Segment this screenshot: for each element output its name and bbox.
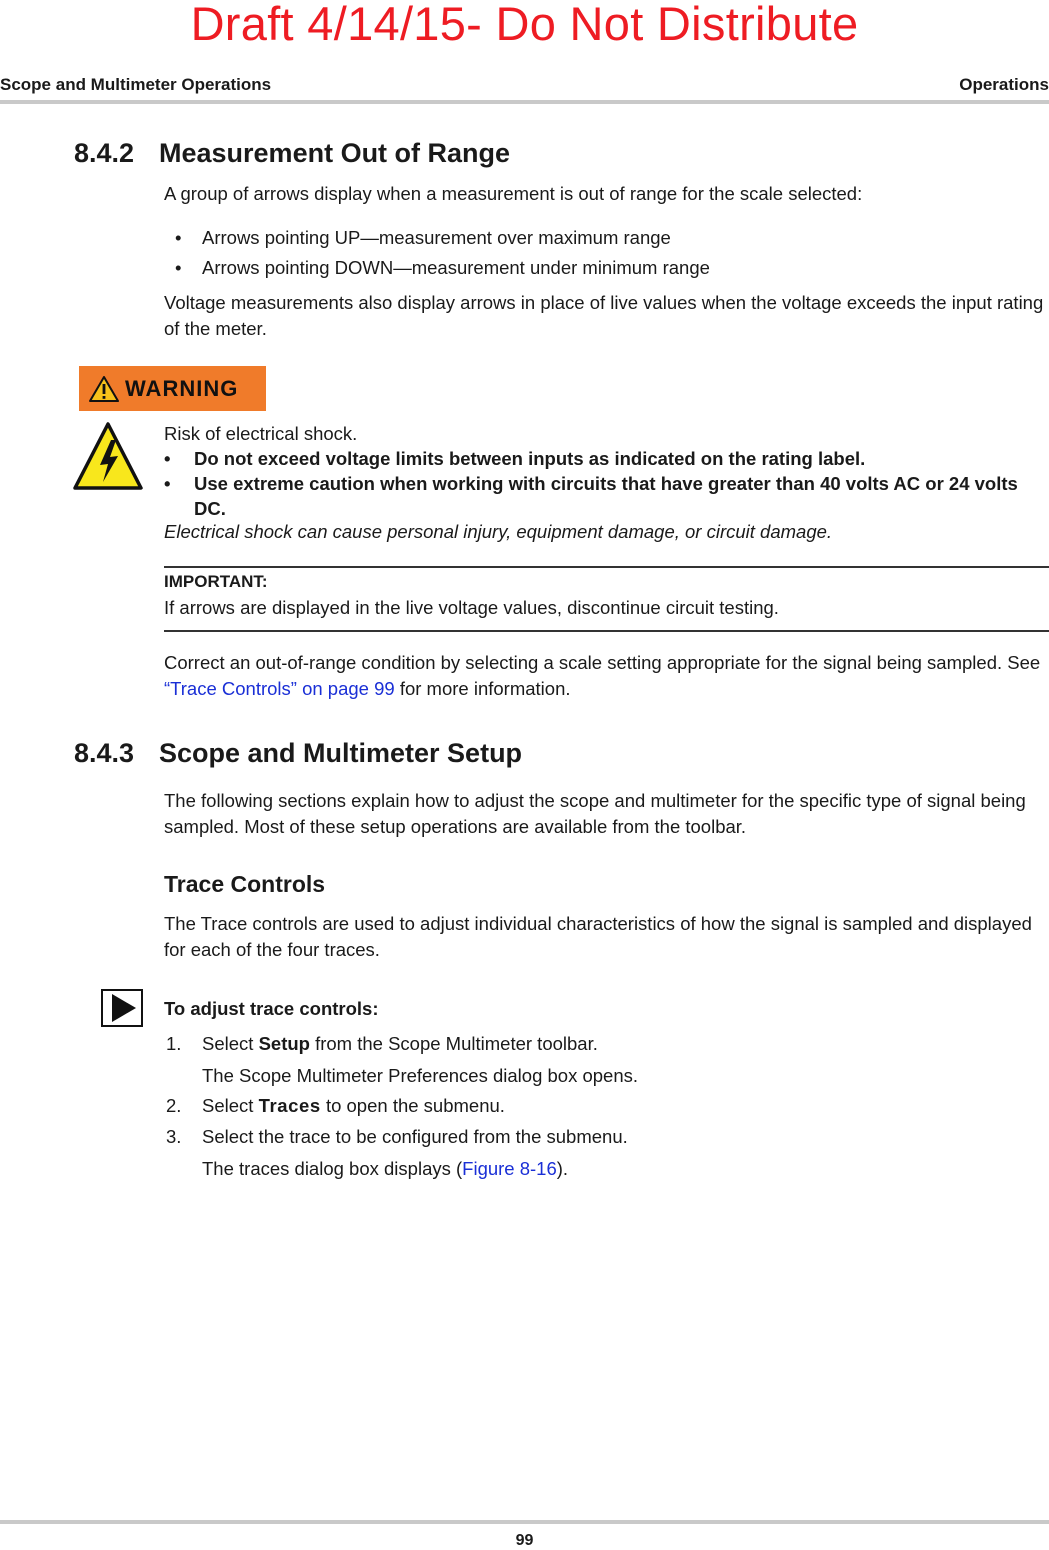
warning-risk: Risk of electrical shock. xyxy=(164,423,358,444)
warning-bullet: • Use extreme caution when working with circuits that have greater than 40 volts AC or 24 volts DC. xyxy=(164,473,1018,519)
bullet-icon: • xyxy=(175,227,182,248)
figure-8-16-link[interactable]: Figure 8-16 xyxy=(462,1158,557,1179)
procedure-arrow-icon xyxy=(101,989,143,1027)
caution-triangle-icon xyxy=(89,375,119,403)
warning-bullet: • Do not exceed voltage limits between inputs as indicated on the rating label. xyxy=(164,448,866,469)
section-number: 8.4.2 xyxy=(74,138,135,168)
trace-intro: The Trace controls are used to adjust individual characteristics of how the signal is sampled and displayed for each of the four traces. xyxy=(164,913,1032,960)
warning-consequence: Electrical shock can cause personal injury, equipment damage, or circuit damage. xyxy=(164,521,833,542)
section-intro: A group of arrows display when a measurement is out of range for the scale selected: xyxy=(164,183,863,204)
bullet-icon: • xyxy=(164,473,171,494)
procedure-step: 3. Select the trace to be configured from the submenu. xyxy=(166,1126,628,1147)
correct-paragraph: Correct an out-of-range condition by selecting a scale setting appropriate for the signal being sampled. See “Trace Controls” on page 99 for more information. xyxy=(164,652,1041,699)
important-top-rule xyxy=(164,566,1049,568)
section-title: Scope and Multimeter Setup xyxy=(159,738,523,768)
list-item: • Arrows pointing DOWN—measurement under minimum range xyxy=(175,255,710,281)
voltage-note: Voltage measurements also display arrows in place of live values when the voltage exceeds the input rating of the meter. xyxy=(164,292,1044,339)
bullet-icon: • xyxy=(164,448,171,469)
traces-ui-label: Traces xyxy=(258,1095,321,1116)
subsection-title: Trace Controls xyxy=(164,871,326,897)
important-text: If arrows are displayed in the live voltage values, discontinue circuit testing. xyxy=(164,597,779,618)
procedure-step: 1. Select Setup from the Scope Multimeter toolbar. xyxy=(166,1033,598,1054)
running-header-section: Operations xyxy=(959,75,1049,94)
running-header-chapter: Scope and Multimeter Operations xyxy=(0,75,272,94)
bullet-icon: • xyxy=(175,257,182,278)
list-item: • Arrows pointing UP—measurement over maximum range xyxy=(175,225,671,251)
draft-watermark: Draft 4/14/15- Do Not Distribute xyxy=(190,0,859,50)
setup-ui-label: Setup xyxy=(258,1033,310,1054)
procedure-title: To adjust trace controls: xyxy=(164,998,379,1019)
footer-rule xyxy=(0,1520,1049,1524)
important-label: IMPORTANT: xyxy=(164,572,268,591)
section-heading-8-4-3 xyxy=(74,736,522,770)
header-rule xyxy=(0,100,1049,104)
page-number: 99 xyxy=(515,1532,534,1549)
section-heading-8-4-2 xyxy=(74,136,510,170)
important-bottom-rule xyxy=(164,630,1049,632)
procedure-step: 2. Select Traces to open the submenu. xyxy=(166,1095,505,1116)
warning-label: WARNING xyxy=(125,375,239,401)
step-result: The traces dialog box displays (Figure 8-16). xyxy=(202,1158,569,1179)
section-title: Measurement Out of Range xyxy=(159,138,511,168)
section-number: 8.4.3 xyxy=(74,738,135,768)
step-result: The Scope Multimeter Preferences dialog box opens. xyxy=(202,1065,639,1086)
electrical-shock-icon xyxy=(72,420,144,492)
warning-badge xyxy=(79,366,266,411)
section-intro: The following sections explain how to adjust the scope and multimeter for the specific type of signal being sampled. Most of these setup operations are available from the toolbar. xyxy=(164,790,1026,837)
trace-controls-link[interactable]: “Trace Controls” on page 99 xyxy=(164,678,395,699)
